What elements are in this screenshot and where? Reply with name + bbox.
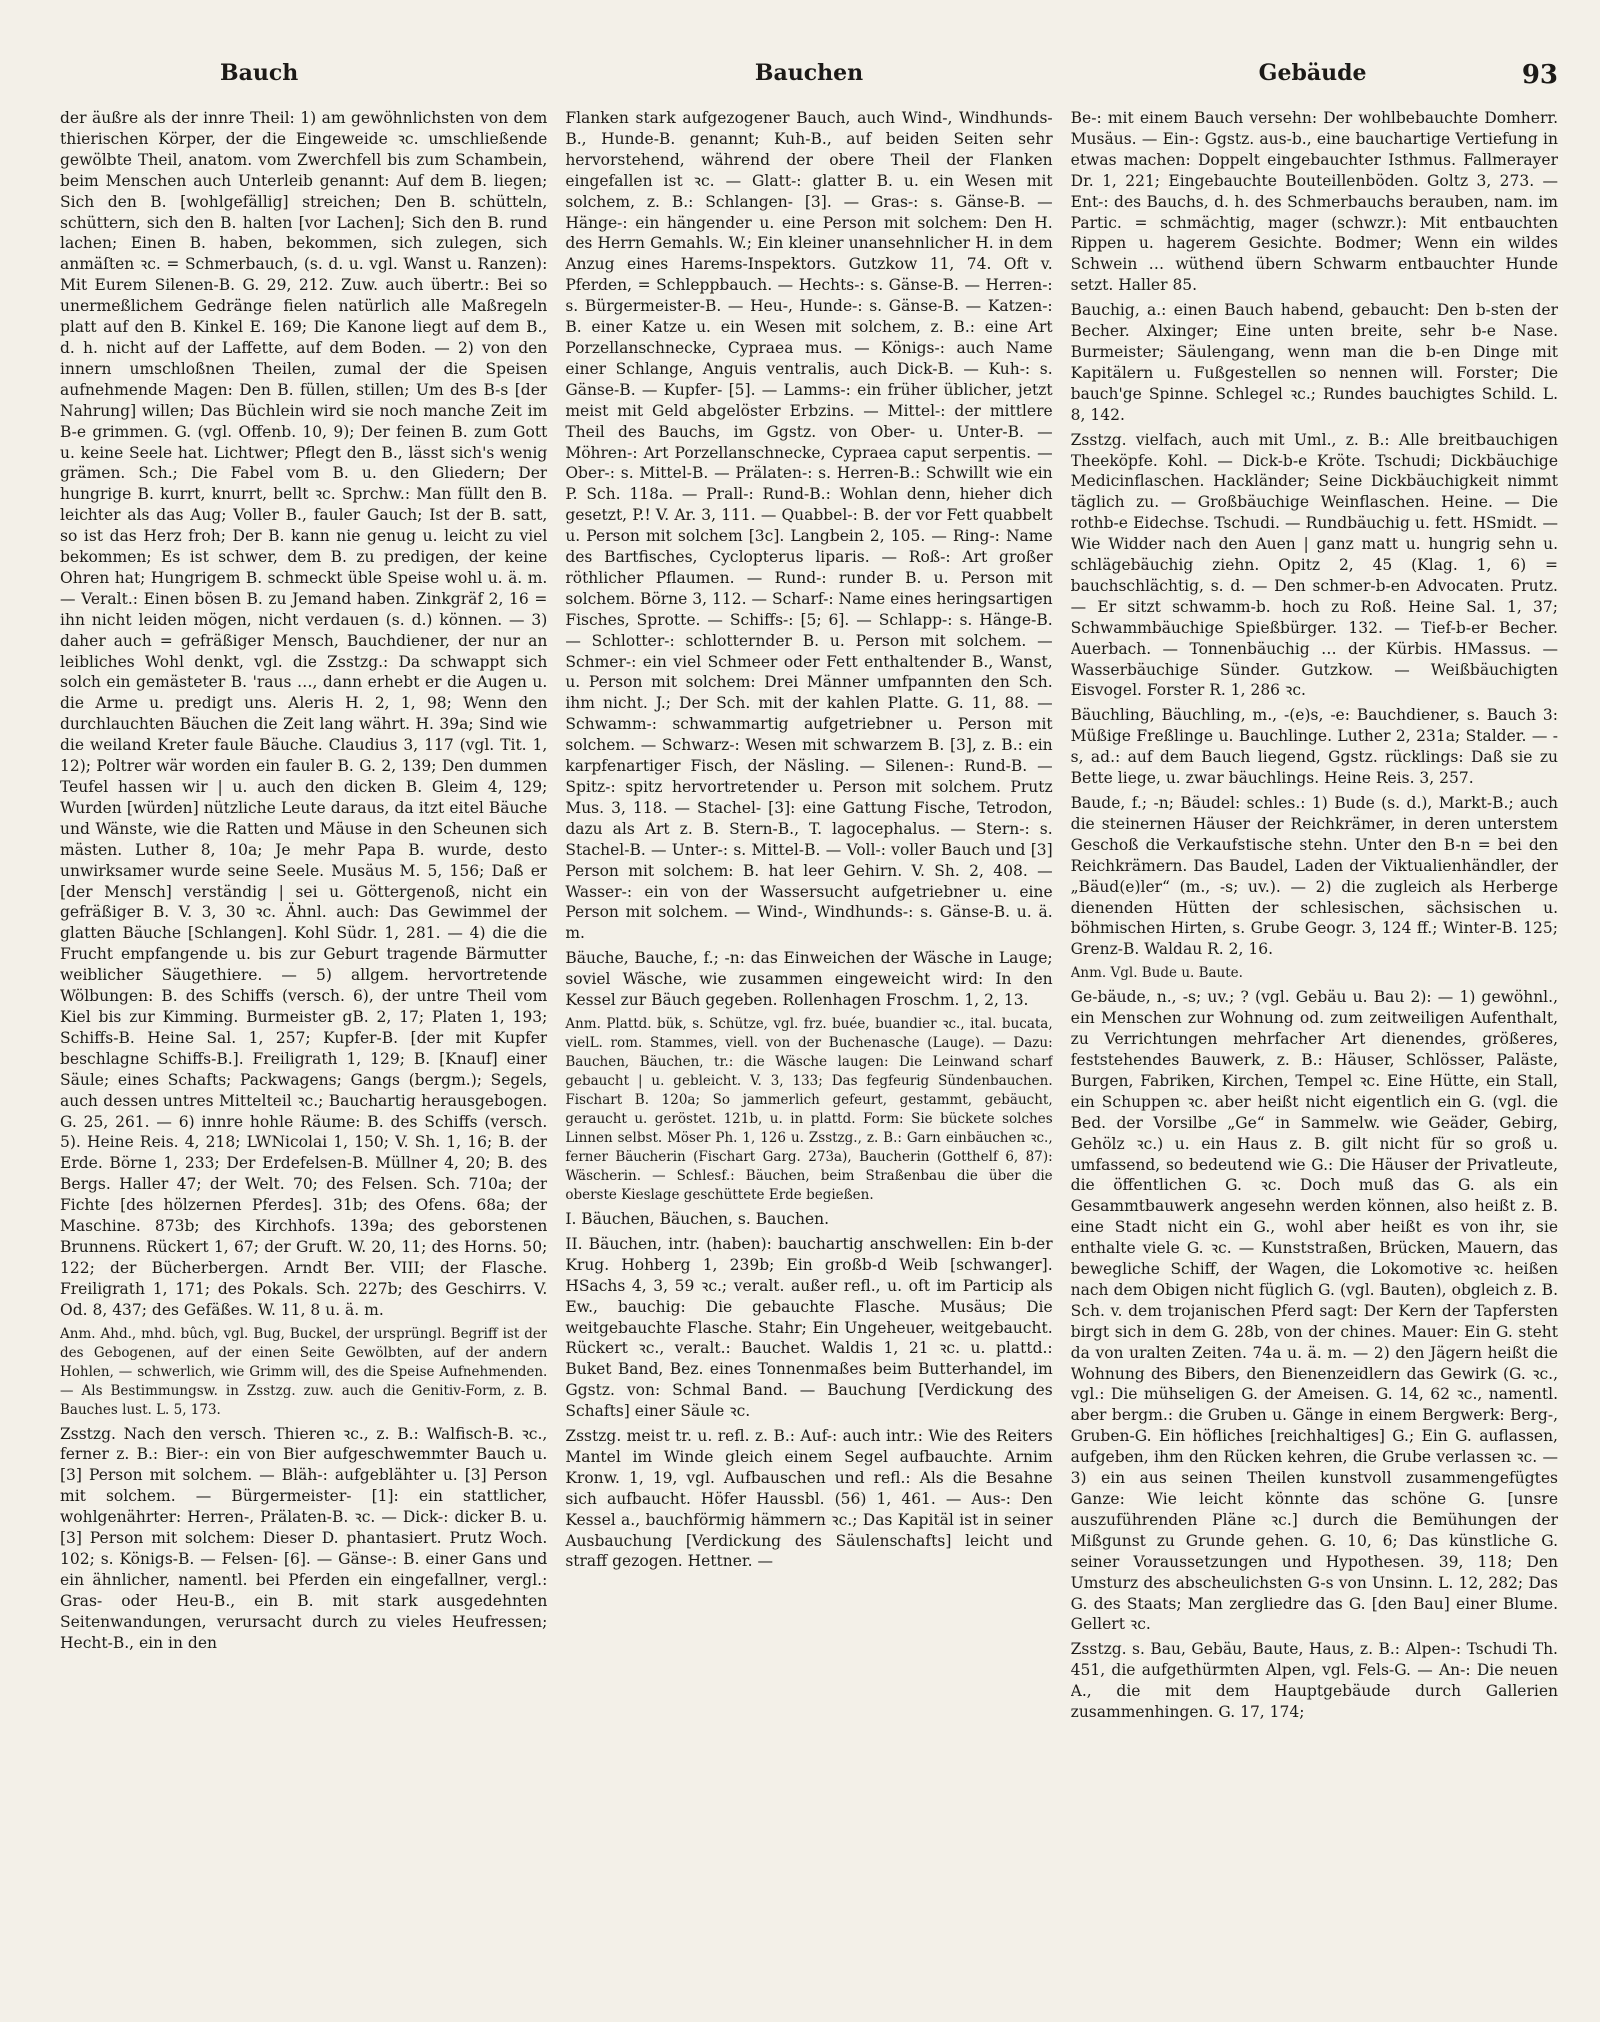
header-center-headword: Bauchen — [754, 60, 864, 86]
entry-paragraph: Anm. Vgl. Bude u. Baute. — [1070, 965, 1243, 982]
column-2 — [565, 108, 1052, 1988]
entry-paragraph: Bäuche, Bauche, f.; -n: das Einweichen der Wäsche in Lauge; soviel Wäsche, wie zusammen eingeweicht wird: In den Kessel zur Bäuch gegeben. Rollenhagen Froschm. 1, 2, 13. — [565, 949, 1053, 1010]
entry-paragraph: Be-: mit einem Bauch versehn: Der wohlbebauchte Domherr. Musäus. — Ein-: Ggstz. aus-b., eine bauchartige Vertiefung in etwas machen: Doppelt eingebauchter Isthmus. Fallmerayer Dr. 1, 221; Eingebauchte Bouteillenböden. Goltz 3, 273. — Ent-: des Bauchs, d. h. des Schmerbauchs berauben, nam. im Partic. = schmächtig, mager (schwzr.): Mit entbauchten Rippen u. hagerem Gesichte. Bodmer; Wenn ein wildes Schwein … wüthend übern Schwarm entbauchter Hunde setzt. Haller 85. — [1070, 109, 1558, 295]
entry-paragraph: Bauchig, a.: einen Bauch habend, gebaucht: Den b-sten der Becher. Alxinger; Eine unten breite, sehr b-e Nase. Burmeister; Säulengang, wenn man die b-en Dinge mit Kapitälern u. Fußgestellen so nennen will. Forster; Die bauch'ge Spinne. Schlegel ꝛc.; Rundes bauchigtes Schild. L. 8, 142. — [1070, 301, 1558, 424]
entry-paragraph: Zsstzg. vielfach, auch mit Uml., z. B.: Alle breitbauchigen Theeköpfe. Kohl. — Dick-b-e Kröte. Tschudi; Dickbäuchige Medicinflaschen. Hackländer; Seine Dickbäuchigkeit nimmt täglich zu. — Großbäuchige Weinflaschen. Heine. — Die rothb-e Eidechse. Tschudi. — Rundbäuchig u. fett. HSmidt. — Wie Widder nach den Auen | ganz matt u. hungrig sehn u. schlägebäuchig ziehn. Opitz 2, 45 (Klag. 1, 6) = bauchschlächtig, s. d. — Den schmer-b-en Advocaten. Prutz. — Er sitzt schwamm-b. hoch zu Roß. Heine Sal. 1, 37; Schwammbäuchige Spießbürger. 132. — Tief-b-er Becher. Auerbach. — Tonnenbäuchig … der Kürbis. HMassus. — Wasserbäuchige Sünder. Gutzkow. — Weißbäuchigten Eisvogel. Forster R. 1, 286 ꝛc. — [1070, 430, 1558, 700]
entry-paragraph: der äußre als der innre Theil: 1) am gewöhnlichsten von dem thierischen Körper, der die Eingeweide ꝛc. umschließende gewölbte Theil, anatom. vom Zwerchfell bis zum Schambein, beim Menschen auch Unterleib genannt: Auf dem B. liegen; Sich den B. [wohlgefällig] streichen; Den B. schütteln, schüttern, sich den B. halten [vor Lachen]; Sich den B. rund lachen; Einen B. haben, bekommen, sich zulegen, sich anmäſten ꝛc. = Schmerbauch, (s. d. u. vgl. Wanst u. Ranzen): Mit Eurem Silenen-B. G. 29, 212. Zuw. auch übertr.: Bei so unermeßlichem Gedränge fielen natürlich alle Maßregeln platt auf den B. Kinkel E. 169; Die Kanone liegt auf dem B., d. h. nicht auf der Laffette, auf dem Boden. — 2) von den innern umschloßnen Theilen, zumal der die Speisen aufnehmende Magen: Den B. füllen, stillen; Um des B-s [der Nahrung] willen; Das Büchlein wird sie noch manche Zeit im B-e grimmen. G. (vgl. Offenb. 10, 9); Der feinen B. zum Gott u. keine Seele hat. Lichtwer; Pflegt den B., lässt sich's wenig grämen. Sch.; Die Fabel vom B. u. den Gliedern; Der hungrige B. kurrt, knurrt, bellt ꝛc. Sprchw.: Man füllt den B. leichter als das Aug; Voller B., fauler Gauch; Ist der B. satt, so ist das Herz froh; Der B. kann nie genug u. leicht zu viel bekommen; Es ist schwer, dem B. zu predigen, der keine Ohren hat; Hungrigem B. schmeckt üble Speise wohl u. ä. m. — Veralt.: Einen bösen B. zu Jemand haben. Zinkgräf 2, 16 = ihn nicht leiden mögen, nicht verdauen (s. d.) können. — 3) daher auch = gefräßiger Mensch, Bauchdiener, der nur an leibliches Wohl denkt, vgl. die Zsstzg.: Da schwappt sich solch ein gemästeter B. 'raus …, dann erhebt er die Augen u. die Arme u. predigt uns. Aleris H. 2, 1, 98; Wenn den durchlauchten Bäuchen die Zeit lang währt. H. 39a; Sind wie die weiland Kreter faule Bäuche. Claudius 3, 117 (vgl. Tit. 1, 12); Poltrer wär worden ein fauler B. G. 2, 139; Den dummen Teufel hassen wir | u. auch den dicken B. Gleim 4, 129; Wurden [würden] nützliche Leute daraus, da itzt eitel Bäuche und Wänste, wie die Ratten und Mäuse in den Scheunen sich mästen. Luther 8, 10a; Je mehr Papa B. wurde, desto unwirksamer wurde seine Seele. Musäus M. 5, 156; Daß er [der Mensch] verständig | sei u. Göttergenoß, nicht ein gefräßiger B. V. 3, 30 ꝛc. Ähnl. auch: Das Gewimmel der glatten Bäuche [Schlangen]. Kohl Südr. 1, 281. — 4) die die Frucht empfangende u. bis zur Geburt tragende Bärmutter weiblicher Säugethiere. — 5) allgem. hervortretende Wölbungen: B. des Schiffs (versch. 6), der untre Theil vom Kiel bis zur Kimming. Burmeister gB. 2, 17; Platen 1, 193; Schiffs-B. Heine Sal. 1, 257; Kupfer-B. [der mit Kupfer beschlagne Schiffs-B.]. Freiligrath 1, 129; B. [Knauf] einer Säule; eines Schafts; Packwagens; Gangs (bergm.); Segels, auch dessen untres Mittelteil ꝛc.; Bauchartig herausgebogen. G. 25, 261. — 6) innre hohle Räume: B. des Schiffs (versch. 5). Heine Reis. 4, 218; LWNicolai 1, 150; V. Sh. 1, 16; B. der Erde. Börne 1, 233; Der Erdefelsen-B. Müllner 4, 20; B. des Bergs. Haller 47; der Welt. 70; des Felsen. Sch. 710a; der Fichte [des hölzernen Pferdes]. 31b; des Ofens. 68a; der Maschine. 873b; des Kirchhofs. 139a; des geborstenen Brunnens. Rückert 1, 67; der Gruft. W. 20, 11; des Horns. 50; 122; der Bücherbergen. Arndt Ber. VIII; der Flasche. Freiligrath 1, 171; des Pokals. Sch. 227b; des Geschirrs. V. Od. 8, 437; des Gefäßes. W. 11, 8 u. ä. m. — [60, 109, 548, 1319]
entry-paragraph: Zsstzg. Nach den versch. Thieren ꝛc., z. B.: Walfisch-B. ꝛc., ferner z. B.: Bier-: ein von Bier aufgeschwemmter Bauch u. [3] Person mit solchem. — Bläh-: aufgeblähter u. [3] Person mit solchem. — Bürgermeister- [1]: ein stattlicher, wohlgenährter: Herren-, Prälaten-B. ꝛc. — Dick-: dicker B. u. [3] Person mit solchem: Dieser D. phantasiert. Prutz Woch. 102; s. Königs-B. — Felsen- [6]. — Gänse-: B. einer Gans und ein ähnlicher, namentl. bei Pferden ein eingefallner, vergl.: Gras- oder Heu-B., ein B. mit stark ausgedehnten Seitenwandungen, verursacht durch zu vieles Heufressen; Hecht-B., ein in den — [60, 1424, 548, 1652]
column-1 — [60, 108, 547, 1988]
column-3 — [1071, 108, 1558, 1988]
entry-paragraph: Anm. Plattd. bük, s. Schütze, vgl. frz. buée, buandier ꝛc., ital. bucata, vielL. rom. Stammes, viell. von der Buchenasche (Lauge). — Dazu: Bauchen, Bäuchen, tr.: die Wäsche laugen: Die Leinwand scharf gebaucht | u. gebleicht. V. 3, 133; Das fegfeurig Sündenbauchen. Fischart B. 120a; So jammerlich gefeurt, gestammt, gebäucht, geraucht u. geröstet. 121b, u. in plattd. Form: Sie bückete solches Linnen selbst. Möser Ph. 1, 126 u. Zsstzg., z. B.: Garn einbäuchen ꝛc., ferner Bäucherin (Fischart Garg. 273a), Baucherin (Gotthelf 6, 87): Wäscherin. — Schlesf.: Bäuchen, beim Straßenbau die über die oberste Kieslage geschüttete Erde begießen. — [565, 1015, 1053, 1203]
text-columns — [60, 108, 1558, 1988]
entry-paragraph: Anm. Ahd., mhd. bûch, vgl. Bug, Buckel, der ursprüngl. Begriff ist der des Gebogenen, auf der einen Seite Gewölbten, auf der andern Hohlen, — schwerlich, wie Grimm will, des die Speise Aufnehmenden. — Als Bestimmungsw. in Zsstzg. zuw. auch die Genitiv-Form, z. B. Bauches lust. L. 5, 173. — [60, 1325, 548, 1418]
header-right-headword: Gebäude — [1258, 60, 1367, 86]
entry-paragraph: Zsstzg. meist tr. u. refl. z. B.: Auf-: auch intr.: Wie des Reiters Mantel im Winde gleich einem Segel aufbauchte. Arnim Kronw. 1, 19, vgl. Aufbauschen und refl.: Als die Besahne sich aufbaucht. Höfer Haussbl. (56) 1, 461. — Aus-: Den Kessel a., bauchförmig hämmern ꝛc.; Das Kapitäl ist in seiner Ausbauchung [Verdickung des Säulenschafts] leicht und straff gezogen. Hettner. — — [565, 1427, 1053, 1571]
header-left-headword: Bauch — [220, 60, 299, 86]
entry-paragraph: Ge-bäude, n., -s; uv.; ? (vgl. Gebäu u. Bau 2): — 1) gewöhnl., ein Menschen zur Wohnung od. zum zeitweiligen Aufenthalt, zu Verrichtungen mehrfacher Art dienendes, größeres, feststehendes Bauwerk, z. B.: Häuser, Schlösser, Paläste, Burgen, Fabriken, Kirchen, Tempel ꝛc. Eine Hütte, ein Stall, ein Schuppen ꝛc. aber heißt nicht eigentlich ein G. (vgl. die Bed. der Vorsilbe „Ge“ in Sammelw. wie Geäder, Gebirg, Gehölz ꝛc.) u. ein Haus z. B. gilt nicht für so groß u. umfassend, so bedeutend wie G.: Die Häuser der Privatleute, die öffentlichen G. ꝛc. Doch muß das G. als ein Gesammtbauwerk angesehn werden können, also heißt z. B. eine Stadt nicht ein G., wohl aber heißt es von ihr, sie enthalte viele G. ꝛc. — Kunststraßen, Brücken, Mauern, das bewegliche Schiff, der Wagen, die Lokomotive ꝛc. heißen nach dem Obigen nicht füglich G. (vgl. Bauten), obgleich z. B. Sch. v. dem trojanischen Pferd sagt: Der Kern der Tapfersten birgt sich in dem G. 28b, von der chines. Mauer: Ein G. steht da von uralten Zeiten. 74a u. ä. m. — 2) den Jägern heißt die Wohnung des Bibers, den Bienenzeidlern das Gewirk (G. ꝛc., vgl.: Die mühseligen G. der Ameisen. G. 14, 62 ꝛc., namentl. aber bergm.: die Gruben u. Gänge in einem Bergwerk: Berg-, Gruben-G. Ein höfliches [reichhaltiges] G.; Ein G. auflassen, aufgeben, ihm den Rücken kehren, die Grube verlassen ꝛc. — 3) ein aus seinen Theilen kunstvoll zusammengefügtes Ganze: Wie leicht könnte das schöne G. [unsre auszuführenden Pläne ꝛc.] durch die Bemühungen der Mißgunst zu Grunde gehen. G. 10, 6; Das künstliche G. seiner Voraussetzungen und Hypothesen. 39, 118; Den Umsturz des abscheulichsten G-s von Unsinn. L. 12, 282; Das G. des Staats; Man zergliedre das G. [den Bau] einer Blume. Gellert ꝛc. — [1070, 988, 1558, 1634]
entry-paragraph: Zsstzg. s. Bau, Gebäu, Baute, Haus, z. B.: Alpen-: Tschudi Th. 451, die aufgethürmten Alpen, vgl. Fels-G. — An-: Die neuen A., die mit dem Hauptgebäude durch Gallerien zusammenhingen. G. 17, 174; — [1070, 1640, 1558, 1722]
header-right-group — [1059, 60, 1558, 90]
entry-paragraph: II. Bäuchen, intr. (haben): bauchartig anschwellen: Ein b-der Krug. Hohberg 1, 239b; Ein großb-d Weib [schwanger]. HSachs 4, 3, 59 ꝛc.; veralt. außer refl., u. oft im Particip als Ew., bauchig: Die gebauchte Flasche. Musäus; Die weitgebauchte Flasche. Stahr; Ein Ungeheuer, weitgebaucht. Rückert ꝛc., veralt.: Bauchet. Waldis 1, 21 ꝛc. u. plattd.: Buket Band, Bez. eines Tonnenmaßes beim Butterhandel, im Ggstz. von: Schmal Band. — Bauchung [Verdickung des Schafts] einer Säule ꝛc. — [565, 1234, 1053, 1421]
entry-paragraph: Flanken stark aufgezogener Bauch, auch Wind-, Windhunds-B., Hunde-B. genannt; Kuh-B., auf beiden Seiten sehr hervorstehend, während der obere Theil der Flanken eingefallen ist ꝛc. — Glatt-: glatter B. u. ein Wesen mit solchem, z. B.: Schlangen- [3]. — Gras-: s. Gänse-B. — Hänge-: ein hängender u. eine Person mit solchem: Den H. des Herrn Gemahls. W.; Ein kleiner unansehnlicher H. in dem Anzug eines Harems-Inspektors. Gutzkow 11, 74. Oft v. Pferden, = Schleppbauch. — Hechts-: s. Gänse-B. — Herren-: s. Bürgermeister-B. — Heu-, Hunde-: s. Gänse-B. — Katzen-: B. einer Katze u. ein Wesen mit solchem, z. B.: eine Art Porzellanschnecke, Cypraea mus. — Königs-: auch Name einer Schlange, Anguis ventralis, auch Dick-B. — Kuh-: s. Gänse-B. — Kupfer- [5]. — Lamms-: ein früher üblicher, jetzt meist mit Geld abgelöster Erbzins. — Mittel-: der mittlere Theil des Bauchs, im Ggstz. von Ober- u. Unter-B. — Möhren-: Art Porzellanschnecke, Cypraea caput serpentis. — Ober-: s. Mittel-B. — Prälaten-: s. Herren-B.: Schwillt wie ein P. Sch. 118a. — Prall-: Rund-B.: Wohlan denn, hieher dich gesetzt, P.! V. Ar. 3, 111. — Quabbel-: B. der vor Fett quabbelt u. Person mit solchem [3c]. Langbein 2, 105. — Ring-: Name des Bartfisches, Cyclopterus liparis. — Roß-: Art großer röthlicher Pflaumen. — Rund-: runder B. u. Person mit solchem. Börne 3, 112. — Scharf-: Name eines heringsartigen Fisches, Sprotte. — Schiffs-: [5; 6]. — Schlapp-: s. Hänge-B. — Schlotter-: schlotternder B. u. Person mit solchem. — Schmer-: ein viel Schmeer oder Fett enthaltender B., Wanst, u. Person mit solchem: Drei Männer umfpannten den Sch. ihm nicht. J.; Der Sch. mit der kahlen Platte. G. 11, 88. — Schwamm-: schwammartig aufgetriebner u. Person mit solchem. — Schwarz-: Wesen mit schwarzem B. [3], z. B.: ein karpfenartiger Fisch, der Näsling. — Silenen-: Rund-B. — Spitz-: spitz hervortretender u. Person mit solchem. Prutz Mus. 3, 118. — Stachel- [3]: eine Gattung Fische, Tetrodon, dazu als Art z. B. Stern-B., T. lagocephalus. — Stern-: s. Stachel-B. — Unter-: s. Mittel-B. — Voll-: voller Bauch und [3] Person mit solchem: B. hat leer Gehirn. V. Sh. 2, 408. — Wasser-: ein von der Wassersucht aufgetriebner u. eine Person mit solchem. — Wind-, Windhunds-: s. Gänse-B. u. ä. m. — [565, 109, 1053, 943]
running-header — [60, 60, 1558, 90]
entry-paragraph: I. Bäuchen, Bäuchen, s. Bauchen. — [565, 1209, 830, 1228]
entry-paragraph: Bäuchling, Bäuchling, m., -(e)s, -e: Bauchdiener, s. Bauch 3: Müßige Freßlinge u. Bauchlinge. Luther 2, 231a; Stalder. — -s, ad.: auf dem Bauch liegend, Ggstz. rücklings: Daß sie zu Bette liege, u. zwar bäuchlings. Heine Reis. 3, 257. — [1070, 706, 1558, 788]
page-number: 93 — [1521, 60, 1558, 90]
entry-paragraph: Baude, f.; -n; Bäudel: schles.: 1) Bude (s. d.), Markt-B.; auch die steinernen Häuser der Reichkrämer, in deren unterstem Geschoß die Verkaufstische stehn. Unter den B-n = bei den Reichkrämern. Das Baudel, Laden der Viktualienhändler, der „Bäud(e)ler“ (m., -s; uv.). — 2) die zugleich als Herberge dienenden Hütten der schlesischen, sächsischen u. böhmischen Hirten, s. Grube Geogr. 3, 124 ff.; Winter-B. 125; Grenz-B. Waldau R. 2, 16. — [1070, 794, 1558, 959]
